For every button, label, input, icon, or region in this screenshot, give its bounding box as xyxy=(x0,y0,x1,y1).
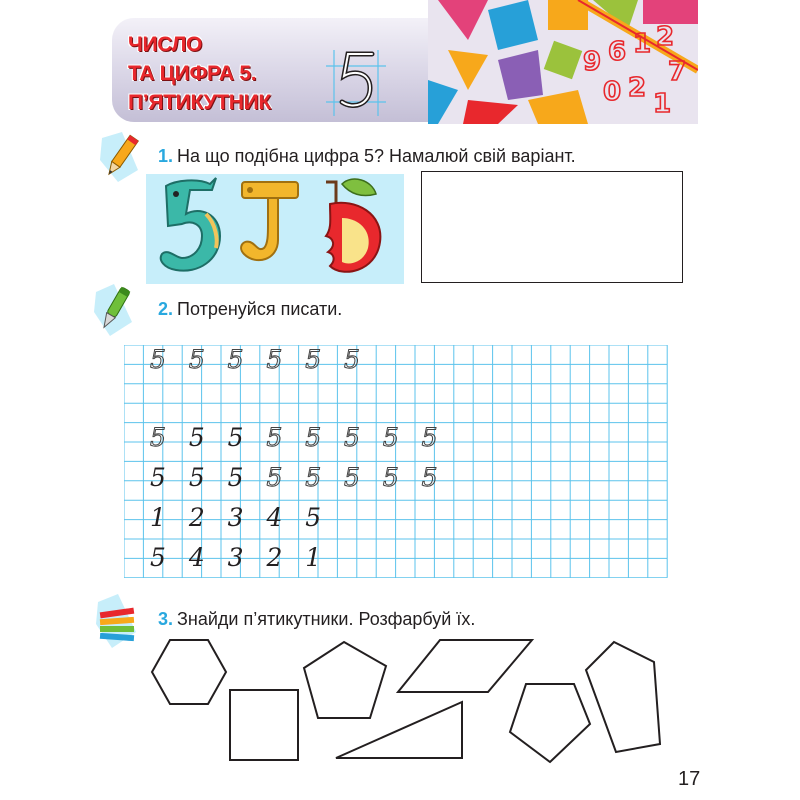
task-3-number: 3. xyxy=(158,609,174,629)
practice-digit: 5 xyxy=(266,423,283,452)
practice-digit: 5 xyxy=(188,463,205,492)
task-1-heading xyxy=(158,146,576,167)
practice-digit: 5 xyxy=(421,463,438,492)
seahorse-five-picture xyxy=(161,178,220,271)
practice-grid[interactable] xyxy=(124,345,684,578)
pentagon-shape[interactable] xyxy=(304,642,386,718)
practice-digit: 5 xyxy=(150,463,166,492)
collage-number: 1 xyxy=(633,29,652,59)
hook-five-picture xyxy=(241,182,298,260)
collage-number: 7 xyxy=(668,57,687,87)
shapes-to-color xyxy=(140,632,680,772)
practice-digit: 5 xyxy=(305,503,322,532)
practice-digit: 5 xyxy=(421,423,438,452)
practice-digit: 5 xyxy=(382,423,399,452)
pentagon-shape[interactable] xyxy=(586,642,660,752)
collage-number: 2 xyxy=(656,22,675,52)
digit-five-sample xyxy=(326,46,386,118)
task-2-heading xyxy=(158,299,342,320)
practice-digit: 3 xyxy=(227,503,244,532)
lesson-title xyxy=(128,30,308,117)
pencil-icon xyxy=(98,130,144,184)
page-number: 17 xyxy=(678,768,701,790)
title-line-1: ЧИСЛО xyxy=(128,33,203,56)
practice-digit: 5 xyxy=(305,423,322,452)
practice-digit: 4 xyxy=(188,543,205,572)
practice-digit: 3 xyxy=(227,543,244,572)
math-collage-image xyxy=(428,0,698,124)
task-1-number: 1. xyxy=(158,146,174,166)
practice-digit: 1 xyxy=(150,503,166,532)
practice-digit: 5 xyxy=(150,345,166,374)
pen-icon xyxy=(92,282,136,338)
collage-number: 0 xyxy=(603,77,622,107)
task-3-text: Знайди п’ятикутники. Розфарбуй їх. xyxy=(177,609,476,629)
practice-digit: 4 xyxy=(266,503,283,532)
collage-number: 9 xyxy=(583,47,602,77)
grid-lines xyxy=(124,345,684,578)
square-shape[interactable] xyxy=(230,690,298,760)
parallelogram-shape[interactable] xyxy=(398,640,532,692)
apple-five-picture xyxy=(326,179,380,272)
practice-digit: 5 xyxy=(150,423,166,452)
practice-digit: 5 xyxy=(188,423,205,452)
practice-digit: 5 xyxy=(266,463,283,492)
practice-digit: 5 xyxy=(382,463,399,492)
practice-digit: 5 xyxy=(266,345,283,374)
drawing-answer-box[interactable] xyxy=(421,171,683,283)
collage-number: 2 xyxy=(628,73,647,103)
practice-digit: 5 xyxy=(344,423,360,452)
practice-digit: 5 xyxy=(305,463,322,492)
title-line-2: ТА ЦИФРА 5. xyxy=(128,62,257,85)
practice-digit: 5 xyxy=(227,423,244,452)
practice-digit: 5 xyxy=(344,463,360,492)
task-2-text: Потренуйся писати. xyxy=(177,299,343,319)
task-2-number: 2. xyxy=(158,299,174,319)
practice-digit: 5 xyxy=(150,543,166,572)
practice-digit: 5 xyxy=(227,345,244,374)
practice-digit: 5 xyxy=(344,345,360,374)
practice-digit: 5 xyxy=(227,463,244,492)
task-3-heading xyxy=(158,609,475,630)
practice-digit: 1 xyxy=(305,543,322,572)
task-1-text: На що подібна цифра 5? Намалюй свій варіант. xyxy=(177,146,576,166)
practice-digit: 5 xyxy=(305,345,322,374)
practice-digit: 5 xyxy=(188,345,205,374)
collage-number: 6 xyxy=(608,37,627,67)
digit-pictures-strip xyxy=(146,174,404,284)
practice-digit: 2 xyxy=(266,543,283,572)
hexagon-shape[interactable] xyxy=(152,640,226,704)
colored-pencils-icon xyxy=(94,592,140,650)
title-line-3: П’ЯТИКУТНИК xyxy=(128,91,271,114)
pentagon-shape[interactable] xyxy=(510,684,590,762)
practice-digit: 2 xyxy=(188,503,205,532)
collage-number: 1 xyxy=(653,89,672,119)
